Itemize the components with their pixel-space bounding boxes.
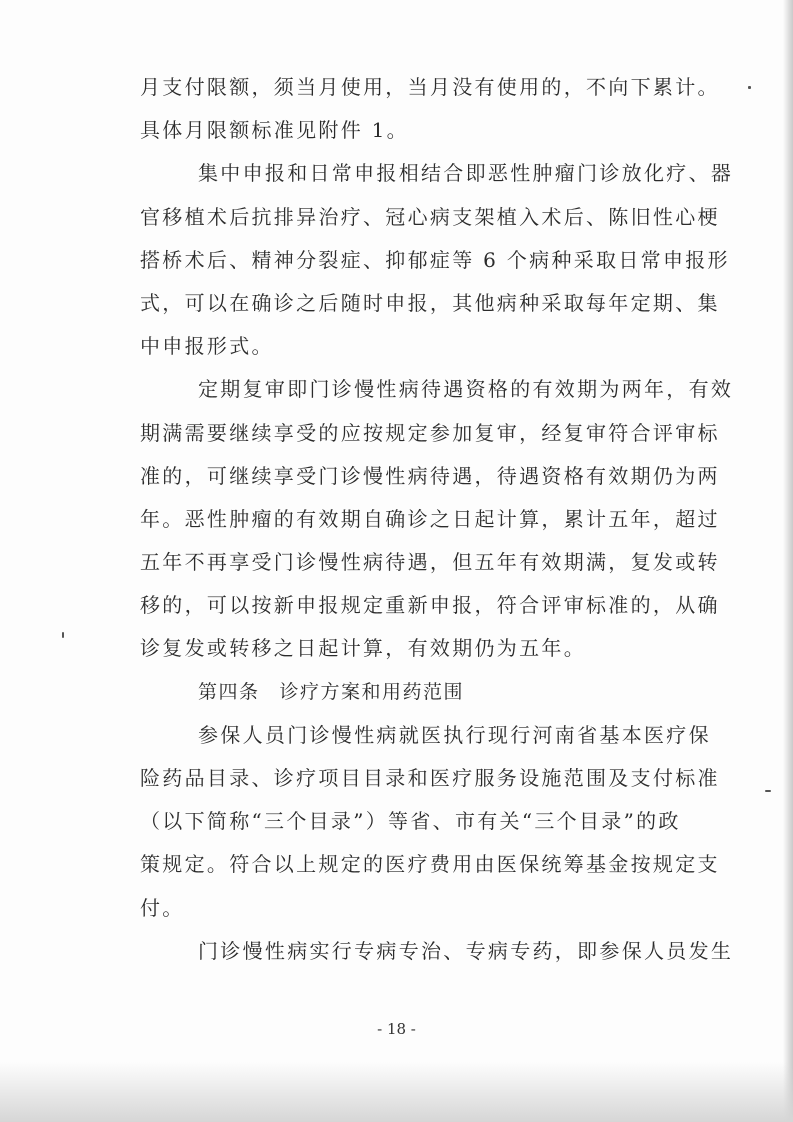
scan-shadow-right (783, 0, 793, 1122)
text-line: 付。 (140, 895, 185, 920)
text-line: 年。恶性肿瘤的有效期自确诊之日起计算，累计五年，超过 (140, 506, 720, 531)
paragraph-start: 定期复审即门诊慢性病待遇资格的有效期为两年，有效 (198, 377, 734, 402)
text-line: 具体月限额标准见附件 1。 (140, 118, 409, 143)
text-line: 诊复发或转移之日起计算，有效期仍为五年。 (140, 636, 586, 661)
text-line: 移的，可以按新申报规定重新申报，符合评审标准的，从确 (140, 593, 720, 618)
article-title: 诊疗方案和用药范围 (279, 680, 465, 703)
text-line: 搭桥术后、精神分裂症、抑郁症等 6 个病种采取日常申报形 (140, 247, 730, 272)
paragraph-start: 门诊慢性病实行专病专治、专病专药，即参保人员发生 (198, 938, 734, 963)
body-text (140, 66, 734, 973)
scan-shadow-bottom (0, 1062, 793, 1122)
scan-speck (62, 632, 64, 638)
text-line: 策规定。符合以上规定的医疗费用由医保统筹基金按规定支 (140, 852, 720, 877)
paragraph-start: 参保人员门诊慢性病就医执行现行河南省基本医疗保 (198, 722, 711, 747)
text-line: 官移植术后抗排异治疗、冠心病支架植入术后、陈旧性心梗 (140, 204, 720, 229)
text-line: 准的，可继续享受门诊慢性病待遇，待遇资格有效期仍为两 (140, 463, 720, 488)
paragraph-start: 集中申报和日常申报相结合即恶性肿瘤门诊放化疗、器 (198, 161, 734, 186)
text-line: （以下简称“三个目录”）等省、市有关“三个目录”的政 (140, 809, 681, 834)
article-number: 第四条 (198, 680, 260, 703)
text-line: 月支付限额，须当月使用，当月没有使用的，不向下累计。 (140, 75, 720, 99)
page-number: - 18 - (377, 1020, 416, 1038)
text-line: 期满需要继续享受的应按规定参加复审，经复审符合评审标 (140, 420, 720, 445)
text-line: 中申报形式。 (140, 334, 274, 359)
scan-speck (765, 790, 771, 792)
article-heading (140, 671, 715, 714)
scan-speck (748, 86, 751, 89)
text-line: 五年不再享受门诊慢性病待遇，但五年有效期满，复发或转 (140, 550, 720, 575)
text-line: 险药品目录、诊疗项目目录和医疗服务设施范围及支付标准 (140, 766, 720, 790)
text-line: 式，可以在确诊之后随时申报，其他病种采取每年定期、集 (140, 290, 720, 315)
